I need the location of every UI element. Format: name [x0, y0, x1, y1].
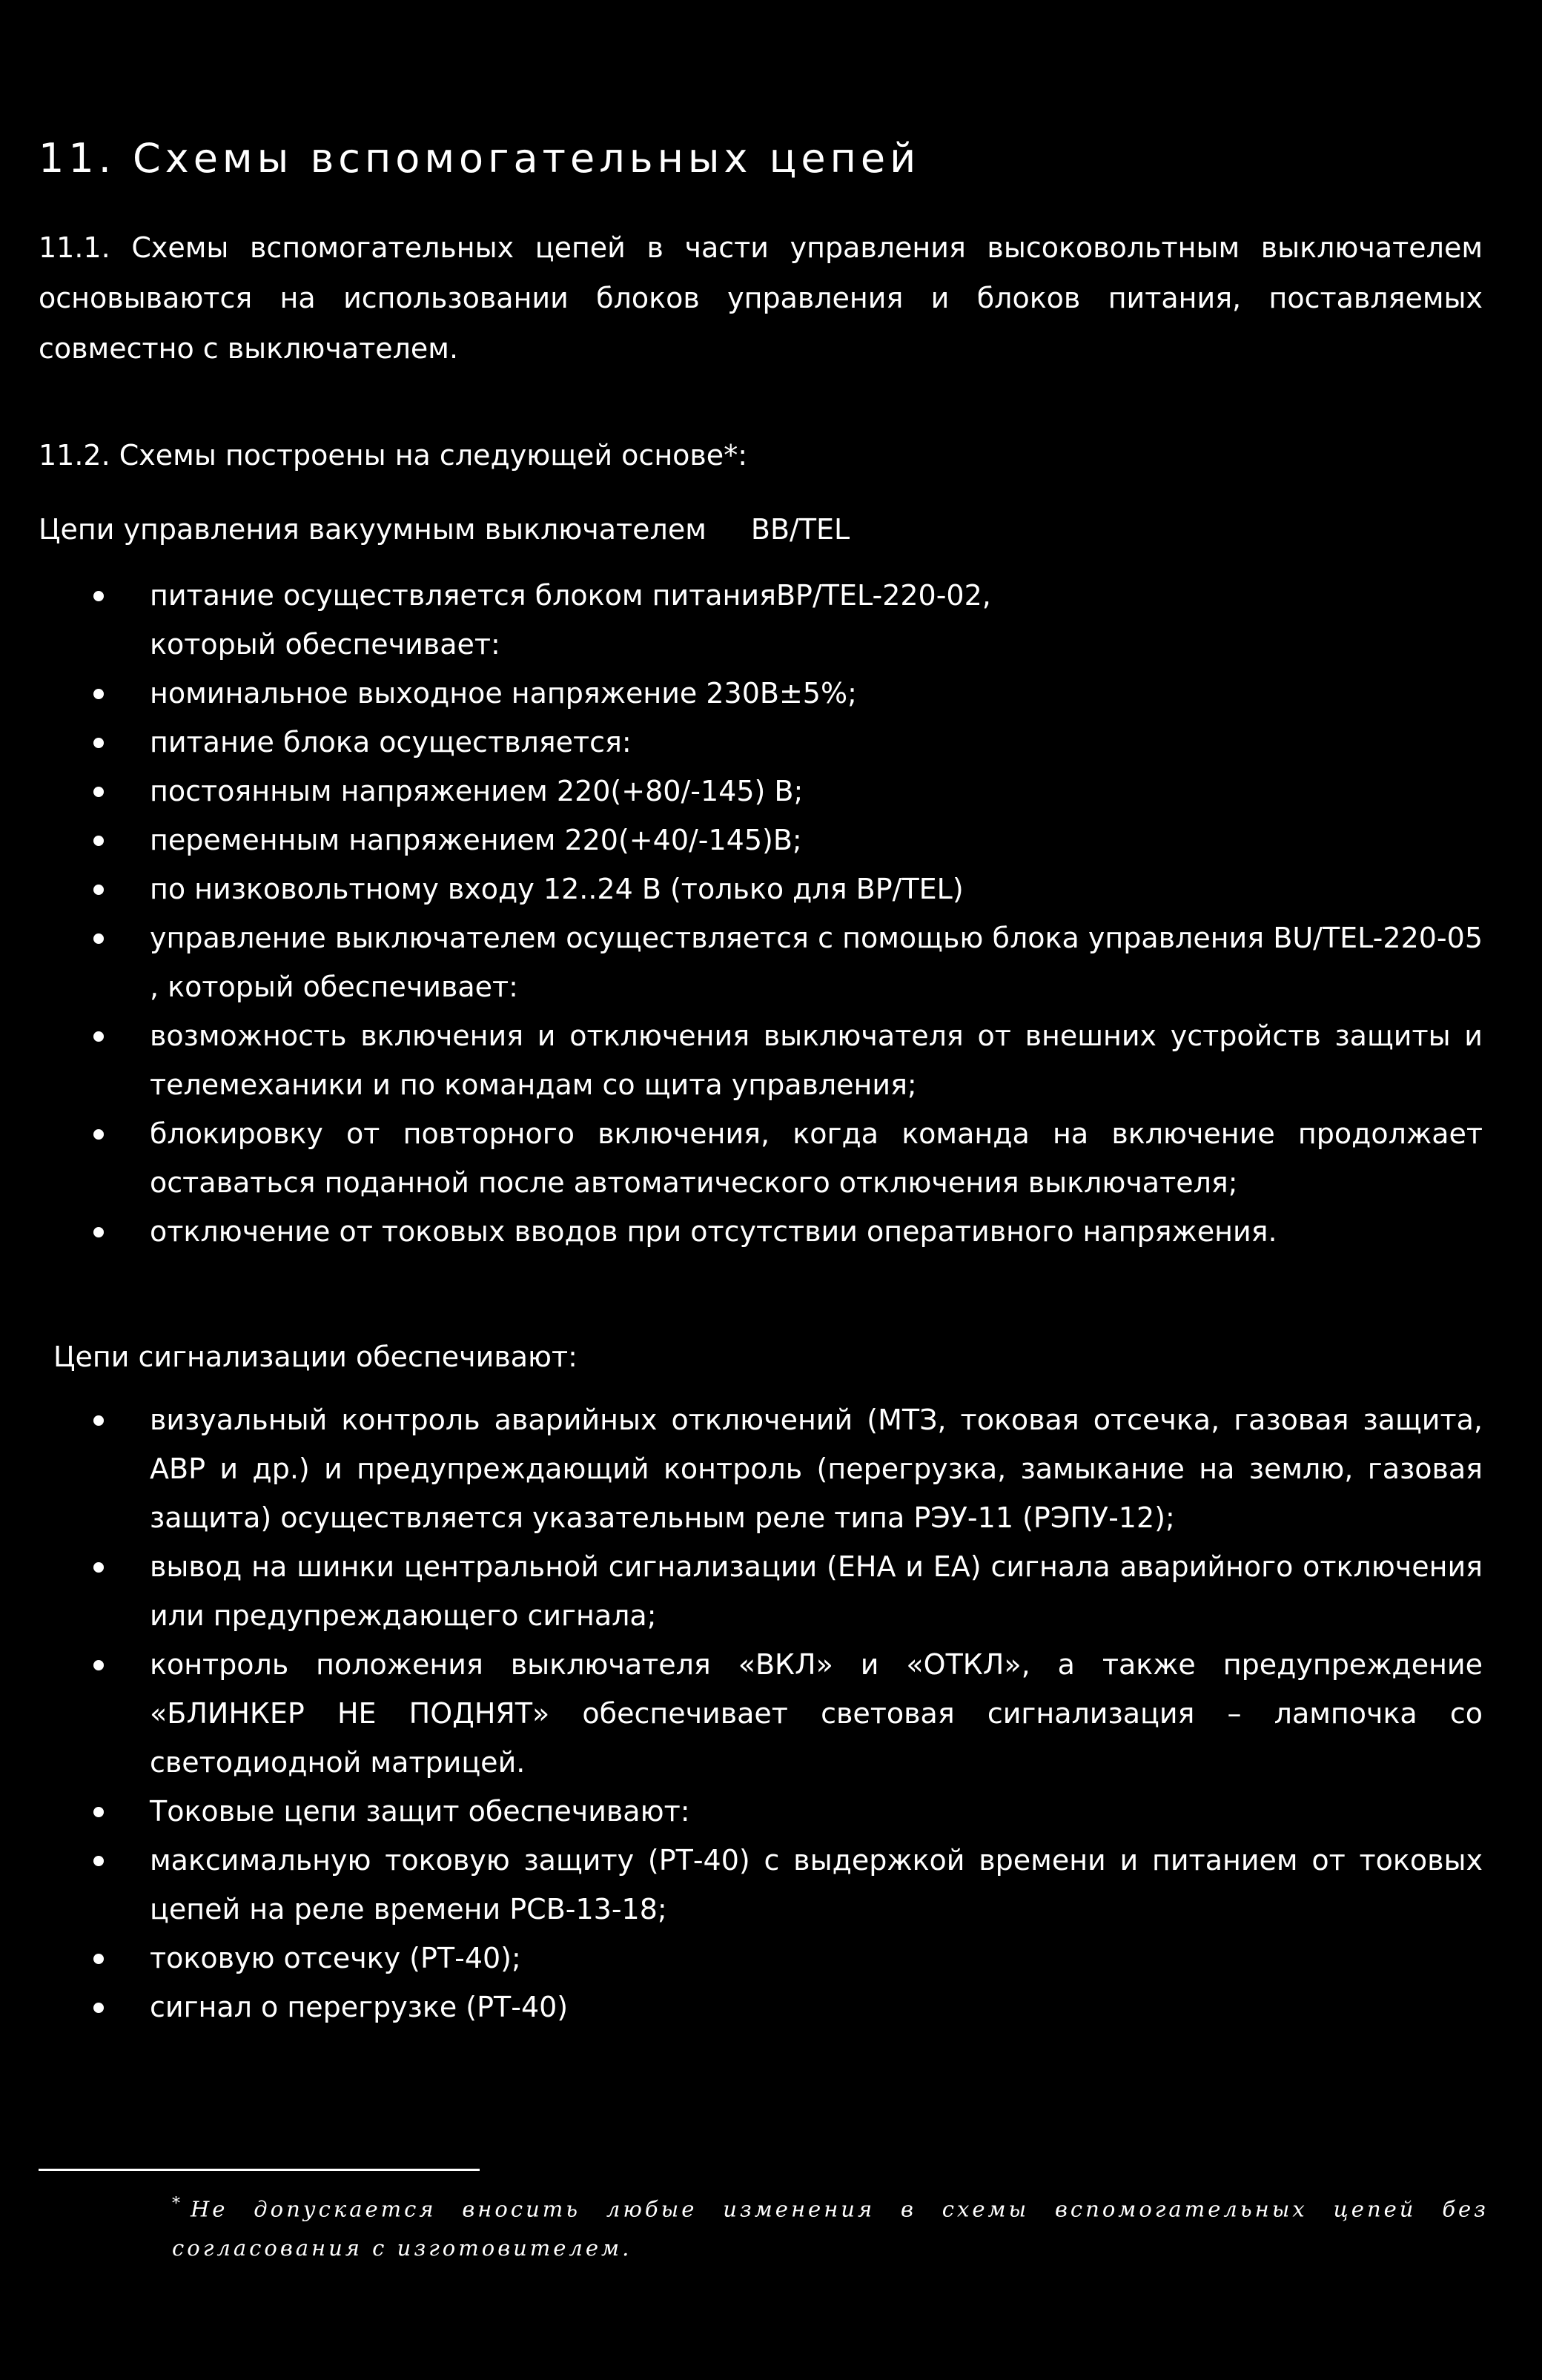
control-circuits-label: Цепи управления вакуумным выключателем: [39, 513, 707, 546]
signal-circuits-heading: Цепи сигнализации обеспечивают:: [53, 1341, 578, 1373]
list-item-text: максимальную токовую защиту (РТ-40) с выдержкой времени и питанием от токовых цепей на реле времени РСВ-13-18;: [150, 1844, 1483, 1926]
list-item: [0, 1542, 1542, 1640]
bullet-icon: [93, 1031, 104, 1042]
list-item-text: питание блока осуществляется:: [150, 726, 632, 758]
bullet-icon: [93, 787, 104, 797]
list-item: [0, 1836, 1542, 1934]
list-item: [0, 865, 1542, 913]
bullet-icon: [93, 1562, 104, 1573]
list-item: [0, 913, 1542, 1011]
list-item-text: контроль положения выключателя «ВКЛ» и «ОТКЛ», а также предупреждение «БЛИНКЕР НЕ ПОДНЯТ» обеспечивает световая сигнализация – лампочка со светодиодной матрицей.: [150, 1648, 1483, 1779]
list-item: [0, 1787, 1542, 1836]
list-item-text: по низковольтному входу 12..24 В (только для BP/TEL): [150, 873, 964, 905]
bullet-icon: [93, 1807, 104, 1817]
list-item: [0, 1109, 1542, 1207]
list-item: [0, 1934, 1542, 1983]
bullet-icon: [93, 933, 104, 944]
control-circuits-list: [0, 571, 1542, 1256]
footnote-marker: *: [172, 2195, 183, 2213]
control-circuits-heading: [39, 504, 1483, 555]
bullet-icon: [93, 885, 104, 895]
list-item: [0, 718, 1542, 767]
bullet-icon: [93, 836, 104, 846]
list-item-text: возможность включения и отключения выключателя от внешних устройств защиты и телемеханики и по командам со щита управления;: [150, 1019, 1483, 1101]
bullet-icon: [93, 1660, 104, 1670]
list-item: [0, 1011, 1542, 1109]
footnote-text: Не допускается вносить любые изменения в схемы вспомогательных цепей без согласования с изготовителем.: [172, 2196, 1489, 2261]
footnote-divider: [39, 2169, 480, 2171]
list-item: [0, 1640, 1542, 1787]
list-item-text: токовую отсечку (РТ-40);: [150, 1942, 521, 1974]
paragraph-11-1: 11.1. Схемы вспомогательных цепей в части управления высоковольтным выключателем основываются на использовании блоков управления и блоков питания, поставляемых совместно с выключателем.: [39, 231, 1483, 365]
list-item: [0, 571, 1542, 669]
list-item-text: визуальный контроль аварийных отключений (МТЗ, токовая отсечка, газовая защита, АВР и др.) и предупреждающий контроль (перегрузка, замыкание на землю, газовая защита) осуществляется указательным реле типа РЭУ-11 (РЭПУ-12);: [150, 1404, 1483, 1534]
bullet-icon: [93, 1954, 104, 1964]
list-item-text: номинальное выходное напряжение 230В±5%;: [150, 677, 857, 710]
bullet-icon: [93, 591, 104, 601]
list-item-text: Токовые цепи защит обеспечивают:: [150, 1795, 690, 1828]
bullet-icon: [93, 1129, 104, 1140]
list-item-text: сигнал о перегрузке (РТ-40): [150, 1991, 569, 2023]
list-item-text: вывод на шинки центральной сигнализации (ЕНА и ЕА) сигнала аварийного отключения или предупреждающего сигнала;: [150, 1550, 1483, 1632]
breaker-code: BB/TEL: [750, 513, 850, 546]
section-heading: 11. Схемы вспомогательных цепей: [39, 135, 921, 182]
list-item-subline: который обеспечивает:: [150, 628, 500, 661]
list-item: [0, 669, 1542, 718]
footnote: [172, 2185, 1489, 2267]
bullet-icon: [93, 1415, 104, 1426]
paragraph-11-2: 11.2. Схемы построены на следующей основе*:: [39, 439, 747, 472]
bullet-icon: [93, 1856, 104, 1866]
list-item-text: управление выключателем осуществляется с помощью блока управления BU/TEL-220-05 , который обеспечивает:: [150, 922, 1483, 1003]
bullet-icon: [93, 738, 104, 748]
bullet-icon: [93, 689, 104, 699]
list-item: [0, 767, 1542, 816]
list-item-text: переменным напряжением 220(+40/-145)В;: [150, 824, 802, 856]
list-item-text: питание осуществляется блоком питания: [150, 579, 776, 612]
list-item: [0, 1395, 1542, 1542]
signal-circuits-list: [0, 1395, 1542, 2032]
list-item-text: постоянным напряжением 220(+80/-145) В;: [150, 775, 804, 807]
list-item: [0, 1207, 1542, 1256]
list-item-suffix: ,: [982, 579, 991, 612]
list-item-text: блокировку от повторного включения, когда команда на включение продолжает оставаться поданной после автоматического отключения выключателя;: [150, 1117, 1483, 1199]
list-item: [0, 816, 1542, 865]
bullet-icon: [93, 2003, 104, 2013]
power-unit-code: BP/TEL-220-02: [775, 579, 982, 612]
list-item: [0, 1983, 1542, 2032]
bullet-icon: [93, 1227, 104, 1237]
list-item-text: отключение от токовых вводов при отсутствии оперативного напряжения.: [150, 1215, 1277, 1248]
